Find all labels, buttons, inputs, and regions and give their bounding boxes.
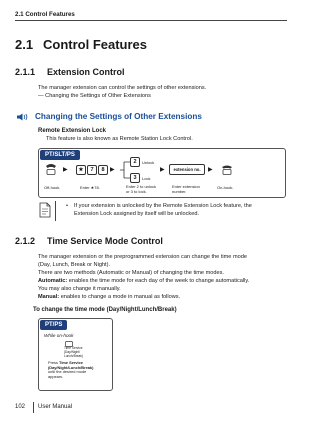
- section-title-text: Control Features: [43, 37, 148, 52]
- remote-lock-desc: This feature is also known as Remote Station Lock Control.: [46, 136, 193, 142]
- caption-on-hook: On-hook.: [217, 185, 234, 190]
- section-number: 2.1: [15, 37, 34, 52]
- header-rule: [15, 20, 287, 21]
- remote-lock-title: Remote Extension Lock: [38, 128, 107, 134]
- manual-desc: enables to change a mode in manual as follows.: [59, 294, 181, 300]
- extension-number-box: extension no.: [169, 164, 205, 175]
- on-hook-icon: [220, 163, 234, 176]
- option-unlock-label: Unlock: [142, 159, 155, 165]
- press-line-3: until the desired mode: [48, 369, 87, 375]
- note-text: If your extension is unlocked by the Remote Extension Lock feature, the Extension Lock assigned by itself will be unlocked.: [74, 203, 252, 217]
- press-key-name: Time Service: [59, 360, 83, 365]
- footer-divider: [33, 402, 34, 413]
- fixed-button-line-1: Time Service: [64, 346, 83, 350]
- terminal-type-tab-2: PT/PS: [40, 320, 67, 330]
- page-number: 102: [15, 404, 26, 410]
- option-lock-label: Lock: [142, 175, 151, 181]
- fixed-button-line-2: (Day/Night/: [64, 349, 80, 354]
- digit-key-8: 8: [98, 165, 108, 175]
- arrow-2: ▶: [110, 167, 115, 173]
- star-key: ★: [76, 165, 86, 175]
- subsection-1-title: [15, 67, 125, 77]
- subsection-2-title-text: Time Service Mode Control: [47, 236, 163, 246]
- tsm-line-1: The manager extension or the preprogrammed extension can change the time mode: [38, 254, 247, 260]
- fixed-button-label: [64, 347, 83, 358]
- intro-line-1: The manager extension can control the settings of other extensions.: [38, 85, 207, 91]
- subsection-1-number: 2.1.1: [15, 67, 36, 77]
- subsection-2-number: 2.1.2: [15, 236, 36, 246]
- feature-code-keys: [76, 165, 108, 175]
- procedure-title: To change the time mode (Day/Night/Lunch/Break): [33, 307, 177, 313]
- option-unlock: [130, 157, 154, 167]
- tsm-line-5: You may also change it manually.: [38, 286, 121, 292]
- section-title: [15, 37, 147, 52]
- running-header: 2.1 Control Features: [15, 11, 75, 18]
- arrow-1: ▶: [63, 167, 68, 173]
- caption-off-hook: Off-hook.: [44, 185, 61, 190]
- digit-key-2: 2: [130, 157, 140, 167]
- off-hook-icon: [44, 163, 58, 176]
- note-icon: [38, 202, 52, 218]
- subsection-1-title-text: Extension Control: [47, 67, 125, 77]
- press-line-4: appears.: [48, 373, 64, 379]
- feature-heading-text: Changing the Settings of Other Extensions: [35, 112, 202, 121]
- automatic-label: Automatic:: [38, 278, 68, 284]
- terminal-type-tab: PT/SLT/PS: [40, 150, 80, 160]
- caption-choice: Enter 2 to unlock or 3 to lock.: [126, 184, 157, 194]
- press-instruction: [48, 361, 93, 379]
- subsection-2-title: [15, 236, 163, 246]
- tsm-line-4: [38, 278, 249, 286]
- press-key-modes: (Day/Night/Lunch/Break): [48, 364, 94, 370]
- caption-extension: Enter extension number.: [172, 184, 200, 194]
- tsm-line-6: [38, 294, 180, 302]
- automatic-desc: enables the time mode for each day of the week to change automatically.: [67, 278, 250, 284]
- arrow-4: ▶: [208, 167, 213, 173]
- caption-enter-code: Enter ★78.: [80, 185, 100, 190]
- press-prefix: Press: [48, 360, 60, 365]
- digit-key-7: 7: [87, 165, 97, 175]
- option-lock: [130, 173, 150, 183]
- tsm-line-2: (Day, Lunch, Break or Night).: [38, 262, 111, 268]
- manual-label: Manual:: [38, 294, 60, 300]
- manual-name: User Manual: [38, 404, 73, 410]
- speaker-icon: [16, 113, 29, 121]
- note-bullet: •: [66, 203, 68, 209]
- tsm-line-3: There are two methods (Automatic or Manual) of changing the time modes.: [38, 270, 224, 276]
- intro-line-2: — Changing the Settings of Other Extensions: [38, 93, 151, 99]
- note-rule: [55, 201, 56, 221]
- state-while-on-hook: While on-hook: [44, 333, 74, 338]
- fixed-button-line-3: Lunch/Break): [64, 353, 83, 358]
- arrow-3: ▶: [160, 167, 165, 173]
- feature-heading: [16, 112, 202, 121]
- digit-key-3: 3: [130, 173, 140, 183]
